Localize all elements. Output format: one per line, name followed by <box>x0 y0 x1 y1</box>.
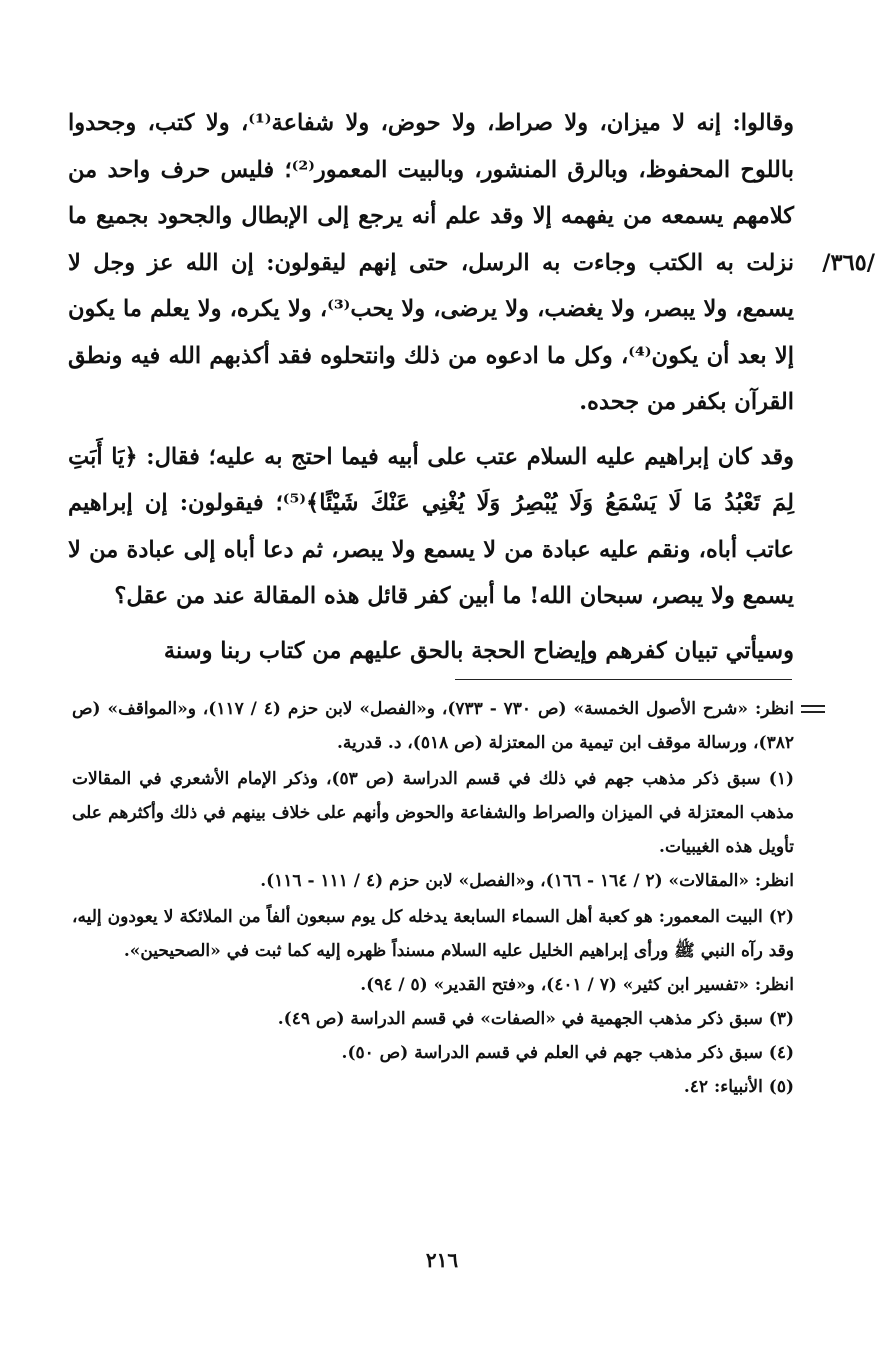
footnote-separator <box>455 679 792 680</box>
footnote-1: (١) سبق ذكر مذهب جهم في ذلك في قسم الدراسة (ص ٥٣)، وذكر الإمام الأشعري في المقالات مذهب المعتزلة في الميزان والصراط والشفاعة والحوض وأنهم على خلاف بينهم في ذلك وأكثرهم على تأويل هذه الغيبيات. <box>72 769 794 857</box>
paragraph-2: وقد كان إبراهيم عليه السلام عتب على أبيه فيما احتج به عليه؛ فقال: ﴿يَا أَبَتِ لِمَ تَعْبُدُ مَا لَا يَسْمَعُ وَلَا يُبْصِرُ وَلَا يُغْنِي عَنْكَ شَيْئًا﴾⁽⁵⁾؛ فيقولون: إن إبراهيم عاتب أباه، ونقم عليه عبادة من لا يسمع ولا يبصر، ثم دعا أباه إلى عبادة من لا يسمع ولا يبصر، سبحان الله! ما أبين كفر قائل هذه المقالة عند من عقل؟ <box>68 443 794 609</box>
footnote-continued: انظر: «شرح الأصول الخمسة» (ص ٧٣٠ - ٧٣٣)، و«الفصل» لابن حزم (٤ / ١١٧)، و«المواقف» (ص ٣٨٢)، ورسالة موقف ابن تيمية من المعتزلة (ص ٥١٨)، د. قدرية. <box>72 699 794 753</box>
footnote-4: (٤) سبق ذكر مذهب جهم في العلم في قسم الدراسة (ص ٥٠). <box>341 1043 794 1063</box>
paragraph-3: وسيأتي تبيان كفرهم وإيضاح الحجة بالحق عليهم من كتاب ربنا وسنة <box>163 637 794 664</box>
continuation-mark <box>801 702 825 716</box>
main-text <box>68 100 794 674</box>
page-number: ٢١٦ <box>425 1248 459 1272</box>
footnote-3: (٣) سبق ذكر مذهب الجهمية في «الصفات» في قسم الدراسة (ص ٤٩). <box>277 1009 794 1029</box>
footnotes <box>72 692 794 1104</box>
footnote-1-refs: انظر: «المقالات» (٢ / ١٦٤ - ١٦٦)، و«الفصل» لابن حزم (٤ / ١١١ - ١١٦). <box>260 871 794 891</box>
footnote-5: (٥) الأنبياء: ٤٢. <box>683 1077 794 1097</box>
margin-page-marker: /٣٦٥/ <box>822 250 875 276</box>
footnote-2: (٢) البيت المعمور: هو كعبة أهل السماء السابعة يدخله كل يوم سبعون ألفاً من الملائكة لا يعودون إليه، وقد رآه النبي ﷺ ورأى إبراهيم الخليل عليه السلام مسنداً ظهره إليه كما ثبت في «الصحيحين». <box>72 907 794 961</box>
footnote-2-refs: انظر: «تفسير ابن كثير» (٧ / ٤٠١)، و«فتح القدير» (٥ / ٩٤). <box>360 975 794 995</box>
paragraph-1: وقالوا: إنه لا ميزان، ولا صراط، ولا حوض، ولا شفاعة⁽¹⁾، ولا كتب، وجحدوا باللوح المحفوظ، وبالرق المنشور، وبالبيت المعمور⁽²⁾؛ فليس حرف واحد من كلامهم يسمعه من يفهمه إلا وقد علم أنه يرجع إلى الإبطال والجحود بجميع ما نزلت به الكتب وجاءت به الرسل، حتى إنهم ليقولون: إن الله عز وجل لا يسمع، ولا يبصر، ولا يغضب، ولا يرضى، ولا يحب⁽³⁾، ولا يكره، ولا يعلم ما يكون إلا بعد أن يكون⁽⁴⁾، وكل ما ادعوه من ذلك وانتحلوه فقد أكذبهم الله فيه ونطق القرآن بكفر من جحده. <box>68 110 794 415</box>
